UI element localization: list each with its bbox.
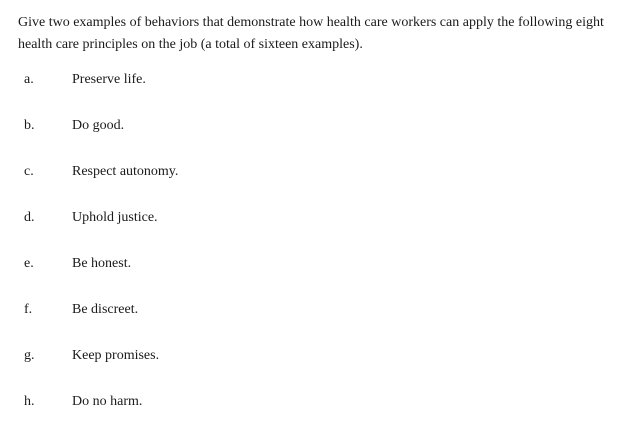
item-principle: Be discreet. <box>72 302 139 317</box>
item-letter: g. <box>24 348 35 363</box>
item-principle: Do good. <box>72 118 125 133</box>
instructions-text: Give two examples of behaviors that demonstrate how health care workers can apply the following eight health care principles on the job (a total of sixteen examples). <box>18 15 604 52</box>
item-letter: a. <box>24 72 34 87</box>
item-principle: Uphold justice. <box>72 210 158 225</box>
list-item-d <box>0 208 617 228</box>
list-item-e <box>0 254 617 274</box>
item-principle: Do no harm. <box>72 394 143 409</box>
item-letter: b. <box>24 118 35 133</box>
item-principle: Respect autonomy. <box>72 164 179 179</box>
item-principle: Be honest. <box>72 256 132 271</box>
item-letter: h. <box>24 394 35 409</box>
item-letter: d. <box>24 210 35 225</box>
list-item-g <box>0 346 617 366</box>
list-item-c <box>0 162 617 182</box>
list-item-h <box>0 392 617 412</box>
list-item-b <box>0 116 617 136</box>
item-letter: e. <box>24 256 34 271</box>
item-principle: Keep promises. <box>72 348 160 363</box>
list-item-a <box>0 70 617 90</box>
list-item-f <box>0 300 617 320</box>
item-letter: c. <box>24 164 34 179</box>
item-letter: f. <box>24 302 33 317</box>
item-principle: Preserve life. <box>72 72 146 87</box>
